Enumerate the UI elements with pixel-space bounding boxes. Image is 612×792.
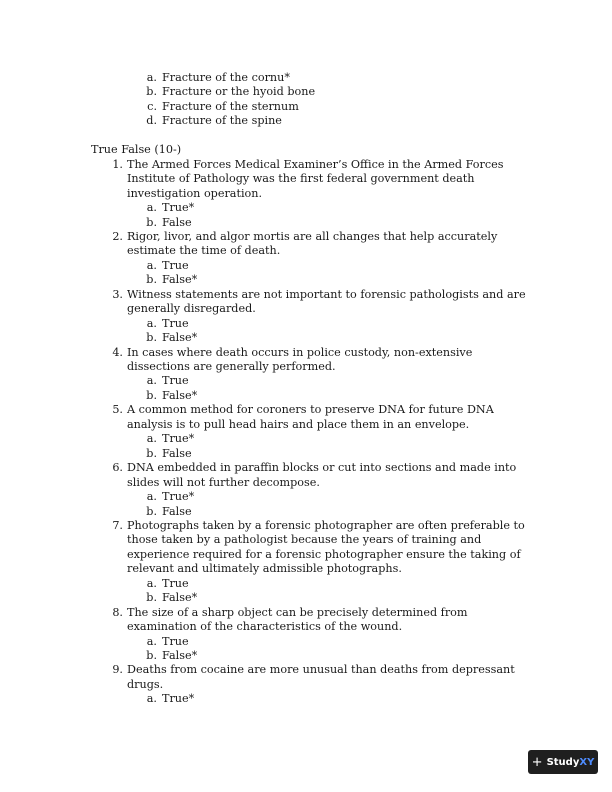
option-text: False* [162,273,198,287]
option-text: Fracture of the cornu* [162,71,290,84]
option-letter: c. [147,99,157,113]
option-text: False [162,215,192,229]
option-letter: b. [146,331,157,345]
option-text: True* [162,692,195,706]
option-letter: a. [146,634,157,648]
option-letter: a. [146,258,157,272]
question-number: 8. [112,605,123,619]
option-letter: b. [146,215,157,229]
question-text: examination of the characteristics of the wound. [127,620,403,634]
question-number: 6. [112,461,123,475]
option-letter: b. [146,388,157,402]
option-text: Fracture of the sternum [162,99,299,113]
question-number: 5. [112,403,123,417]
question-text: experience required for a forensic photographer ensure the taking of [127,547,521,561]
question-text: slides will not further decompose. [127,475,320,489]
option-letter: d. [146,114,157,128]
question-number: 7. [112,518,123,532]
option-text: False* [162,591,198,605]
option-letter: a. [146,71,157,84]
option-text: False* [162,388,198,402]
option-text: True [162,258,189,272]
question-text: relevant and ultimately admissible photographs. [127,562,402,576]
plus-icon: + [531,754,543,770]
option-text: True* [162,201,195,215]
option-letter: b. [146,446,157,460]
option-text: Fracture or the hyoid bone [162,85,316,99]
option-letter: a. [146,432,157,446]
option-text: True* [162,432,195,446]
option-text: True [162,634,189,648]
question-number: 2. [112,229,123,243]
option-letter: b. [146,649,157,662]
question-text: In cases where death occurs in police custody, non-extensive [127,345,473,359]
option-text: False [162,504,192,518]
studyxy-badge[interactable] [528,750,598,774]
question-text: Witness statements are not important to forensic pathologists and are [127,287,526,301]
question-text: The Armed Forces Medical Examiner’s Office in the Armed Forces [127,157,504,171]
option-text: False* [162,331,198,345]
option-letter: a. [146,374,157,388]
option-text: False* [162,649,198,662]
question-number: 3. [112,287,123,301]
question-text: The size of a sharp object can be precisely determined from [127,605,468,619]
question-text: Photographs taken by a forensic photographer are often preferable to [127,518,525,532]
option-letter: b. [146,591,157,605]
option-text: True [162,576,189,590]
question-text: Rigor, livor, and algor mortis are all changes that help accurately [127,229,498,243]
question-text: Institute of Pathology was the first federal government death [127,172,475,186]
question-text: analysis is to pull head hairs and place them in an envelope. [127,417,470,431]
question-text: generally disregarded. [127,302,256,316]
question-text: estimate the time of death. [127,244,281,258]
question-number: 9. [112,663,123,677]
question-text: drugs. [127,677,164,691]
option-letter: b. [146,85,157,99]
option-text: True [162,374,189,388]
option-text: Fracture of the spine [162,114,282,128]
question-text: investigation operation. [127,186,263,200]
option-text: True* [162,490,195,504]
option-text: True [162,316,189,330]
question-text: those taken by a pathologist because the years of training and [127,533,482,547]
section-title-text: True False (10-) [91,143,182,157]
badge-brand: StudyXY [546,756,595,768]
option-letter: b. [146,273,157,287]
question-text: dissections are generally performed. [127,360,336,373]
option-letter: a. [146,692,157,706]
option-letter: a. [146,490,157,504]
question-number: 1. [112,157,123,171]
option-letter: a. [146,576,157,590]
question-text: DNA embedded in paraffin blocks or cut into sections and made into [127,461,517,475]
option-letter: a. [146,201,157,215]
question-number: 4. [112,345,123,359]
option-letter: b. [146,504,157,518]
option-letter: a. [146,316,157,330]
option-text: False [162,446,192,460]
question-text: Deaths from cocaine are more unusual than deaths from depressant [127,663,515,677]
question-text: A common method for coroners to preserve DNA for future DNA [127,403,494,417]
